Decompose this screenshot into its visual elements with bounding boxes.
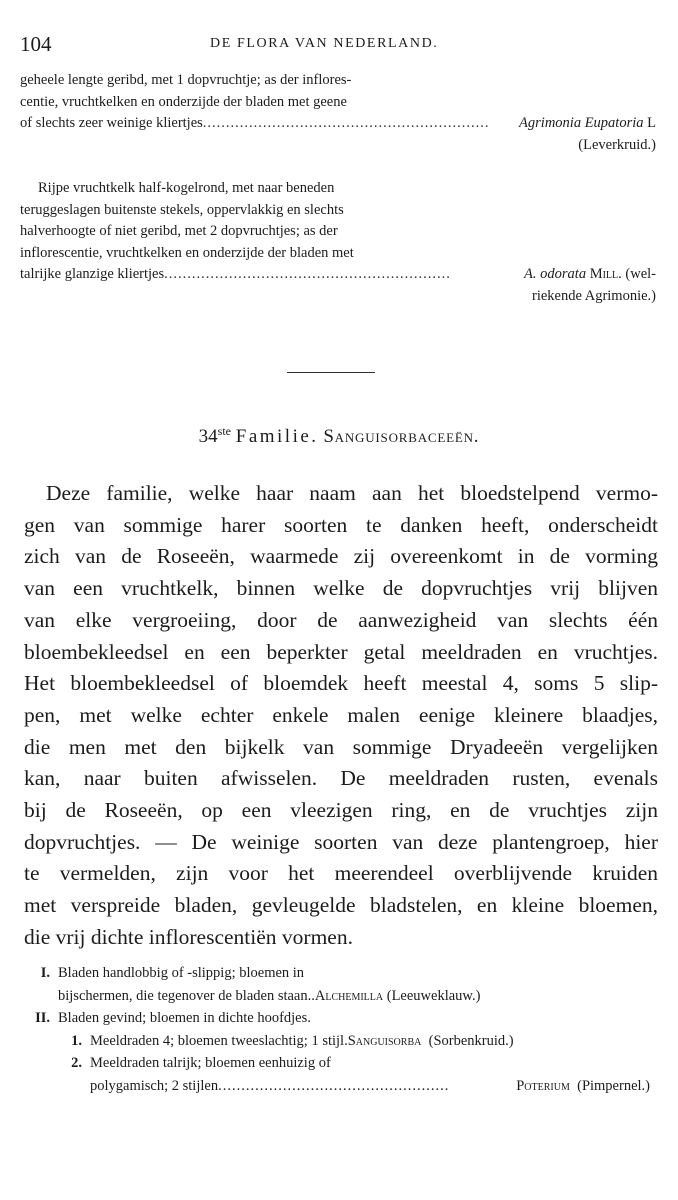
key-line: Rijpe vruchtkelk half-kogelrond, met naar beneden: [38, 180, 335, 196]
common-name: (Leeuweklauw.): [386, 987, 481, 1004]
common-name: riekende Agrimonie.): [531, 287, 656, 304]
key-label: II.: [35, 1010, 50, 1026]
key-genera: [20, 962, 660, 1097]
species-entry: [519, 113, 656, 135]
key-label: 2.: [71, 1055, 82, 1071]
common-name: (wel-: [625, 266, 656, 282]
family-name: Sanguisorbaceeën.: [323, 426, 480, 447]
body-text-line: te vermelden, zijn voor het meerendeel overblijvende kruiden: [24, 861, 658, 886]
genus-name: Sanguisorba: [347, 1032, 422, 1049]
family-word: Familie.: [235, 426, 319, 447]
key-line-text: polygamisch; 2 stijlen: [90, 1077, 219, 1094]
key-line: halverhoogte of niet geribd, met 2 dopvruchtjes; as der: [20, 223, 338, 239]
body-text-line: pen, met welke echter enkele malen eenige kleinere blaadjes,: [24, 702, 658, 727]
species-entry: [524, 264, 656, 286]
body-text-line: die vrij dichte inflorescentiën vormen.: [24, 924, 353, 949]
key-line-leader: [20, 264, 656, 286]
key-entry-I: [20, 962, 660, 985]
species-name: A. odorata: [524, 266, 587, 282]
key-line: centie, vruchtkelken en onderzijde der bladen met geene: [20, 93, 347, 110]
key-line-leader: [20, 113, 656, 135]
key-line-text: of slechts zeer weinige kliertjes: [20, 115, 203, 131]
key-line-text: Meeldraden 4; bloemen tweeslachtig; 1 stijl.: [90, 1032, 348, 1049]
dot-leader: ..................................................: [218, 1077, 450, 1094]
page-number: 104: [20, 32, 52, 56]
section-divider: [287, 372, 375, 373]
key-line: Bladen gevind; bloemen in dichte hoofdjes.: [58, 1010, 311, 1026]
key-label: I.: [40, 965, 50, 981]
key-line-genus: [20, 985, 660, 1008]
dot-leader: ..............................................................: [164, 266, 451, 282]
common-name: (Sorbenkruid.): [428, 1032, 514, 1049]
body-text-line: van elke vergroeiing, door de aanwezigheid van slechts één: [24, 607, 658, 632]
key-entry-II: [20, 1007, 660, 1030]
key-line-genus: [20, 1075, 650, 1098]
species-author: Mill.: [589, 266, 622, 282]
key-line-text: talrijke glanzige kliertjes: [20, 266, 165, 282]
key-line: inflorescentie, vruchtkelken en onderzijde der bladen met: [20, 244, 354, 261]
common-name: (Pimpernel.): [577, 1077, 650, 1094]
body-text-line: dopvruchtjes. — De weinige soorten van deze plantengroep, hier: [24, 829, 658, 854]
body-text-line: Deze familie, welke haar naam aan het bloedstelpend vermo-: [46, 481, 658, 505]
family-description: [24, 478, 658, 954]
key-entry-2: [20, 1052, 660, 1075]
family-heading: [0, 424, 678, 448]
key-line: teruggeslagen buitenste stekels, oppervlakkig en slechts: [20, 201, 344, 218]
page-header: [20, 32, 656, 58]
key-line: Meeldraden talrijk; bloemen eenhuizig of: [90, 1055, 331, 1071]
genus-name: Poterium: [516, 1077, 570, 1094]
key-agrimonia-odorata: [20, 178, 656, 307]
body-text-line: bloembekleedsel en een beperkter getal meeldraden en vruchtjes.: [24, 639, 658, 664]
species-author: L: [647, 115, 656, 131]
family-number-suffix: ste: [217, 424, 231, 438]
family-number: 34: [198, 426, 218, 447]
body-text-line: met verspreide bladen, gevleugelde bladstelen, en kleine bloemen,: [24, 893, 658, 918]
body-text-line: die men met den bijkelk van sommige Dryadeeën vergelijken: [24, 734, 658, 759]
dot-leader: ..............................................................: [202, 115, 490, 131]
common-name: (Leverkruid.): [578, 136, 656, 153]
body-text-line: zich van de Roseeën, waarmede zij overeenkomt in de vorming: [24, 544, 658, 569]
body-text-line: Het bloembekleedsel of bloemdek heeft meestal 4, soms 5 slip-: [24, 671, 658, 696]
key-line: Bladen handlobbig of -slippig; bloemen in: [58, 965, 305, 981]
key-line-text: bijschermen, die tegenover de bladen staan..: [58, 987, 315, 1004]
key-label: 1.: [71, 1032, 82, 1049]
species-name: Agrimonia Eupatoria: [519, 115, 644, 131]
body-text-line: gen van sommige harer soorten te danken heeft, onderscheidt: [24, 512, 658, 537]
genus-name: Alchemilla: [314, 987, 384, 1004]
body-text-line: van een vruchtkelk, binnen welke de dopvruchtjes vrij blijven: [24, 576, 658, 601]
key-line: geheele lengte geribd, met 1 dopvruchtje; as der inflores-: [20, 72, 352, 88]
running-title: DE FLORA VAN NEDERLAND.: [210, 36, 439, 51]
body-text-line: kan, naar buiten afwisselen. De meeldraden rusten, evenals: [24, 766, 658, 791]
key-entry-1: [20, 1030, 660, 1053]
key-agrimonia-eupatoria: [20, 70, 656, 156]
body-text-line: bij de Roseeën, op een vleezigen ring, en de vruchtjes zijn: [24, 798, 658, 823]
